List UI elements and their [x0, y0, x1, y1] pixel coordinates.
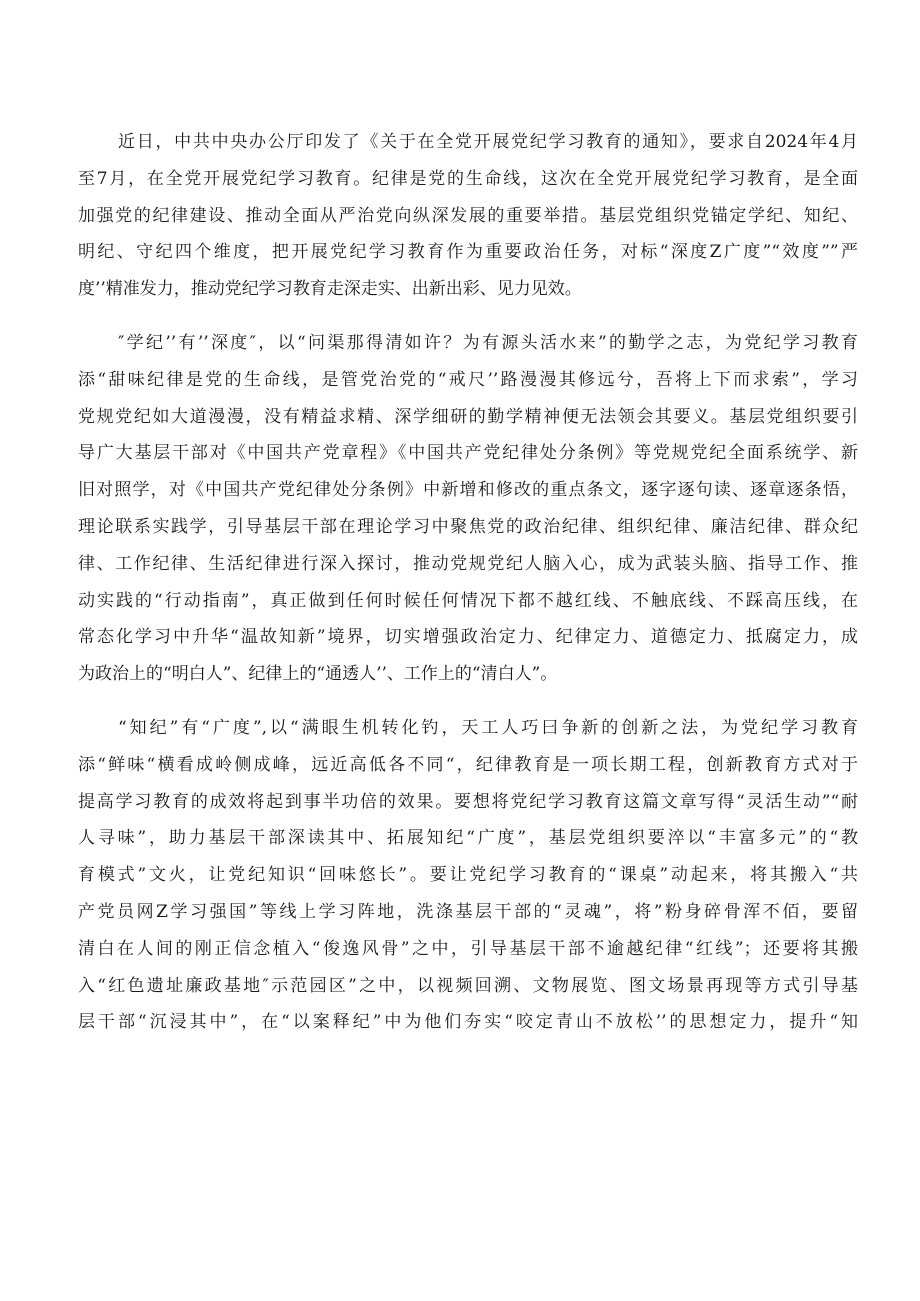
paragraph-3-line: 层干部“沉浸其中”，在“以案释纪”中为他们夯实“咬定青山不放松’’的思想定力，提升“知 — [78, 1012, 858, 1033]
paragraph-2-line: ″学纪’’有’’深度″，以“问渠那得清如许？为有源头活水来”的勤学之志，为党纪学习教育 — [118, 332, 858, 353]
paragraph-3 — [78, 710, 858, 1041]
paragraph-2-line: 导广大基层干部对《中国共产党章程》《中国共产党纪律处分条例》等党规党纪全面系统学、新 — [78, 443, 858, 464]
paragraph-3-line: 提高学习教育的成效将起到事半功倍的效果。要想将党纪学习教育这篇文章写得“灵活生动”“耐 — [78, 791, 858, 812]
paragraph-2-line: 旧对照学，对《中国共产党纪律处分条例》中新增和修改的重点条文，逐字逐句读、逐章逐条悟， — [78, 480, 858, 501]
paragraph-2 — [78, 325, 858, 693]
paragraph-1-line: 明纪、守纪四个维度，把开展党纪学习教育作为重要政治任务，对标“深度Z广度”“效度””严 — [78, 242, 858, 263]
paragraph-2-line: 添“甜味纪律是党的生命线，是管党治党的“戒尺’’路漫漫其修远兮，吾将上下而求索”，学习 — [78, 369, 858, 390]
paragraph-3-line: “知纪”有“广度”,以“满眼生机转化钓，天工人巧曰争新的创新之法，为党纪学习教育 — [118, 717, 858, 738]
document-body — [78, 124, 858, 1041]
paragraph-2-line: 为政治上的“明白人”、纪律上的“通透人’’、工作上的“清白人”。 — [78, 664, 558, 685]
paragraph-2-line: 动实践的“行动指南”，真正做到任何时候任何情况下都不越红线、不触底线、不踩高压线，在 — [78, 590, 858, 611]
paragraph-3-line: 育模式”文火，让党纪知识“回味悠长”。要让党纪学习教育的“课桌”动起来，将其搬入“共 — [78, 865, 858, 886]
paragraph-3-line: 添“鲜味“横看成岭侧成峰，远近高低各不同“，纪律教育是一项长期工程，创新教育方式对于 — [78, 754, 858, 775]
paragraph-1-line: 度’’精准发力，推动党纪学习教育走深走实、出新出彩、见力见效。 — [78, 279, 582, 300]
paragraph-1 — [78, 124, 858, 308]
paragraph-2-line: 理论联系实践学，引导基层干部在理论学习中聚焦党的政治纪律、组织纪律、廉洁纪律、群众纪 — [78, 516, 858, 537]
paragraph-2-line: 党规党纪如大道漫漫，没有精益求精、深学细研的勤学精神便无法领会其要义。基层党组织要引 — [78, 406, 858, 427]
paragraph-3-line: 人寻味”，助力基层干部深读其中、拓展知纪“广度”，基层党组织要淬以“丰富多元”的“教 — [78, 828, 858, 849]
paragraph-1-line: 加强党的纪律建设、推动全面从严治党向纵深发展的重要举措。基层党组织党锚定学纪、知纪、 — [78, 205, 858, 226]
paragraph-3-line: 入“红色遗址廉政基地″示范园区”之中，以视频回溯、文物展览、图文场景再现等方式引导基 — [78, 975, 858, 996]
paragraph-2-line: 律、工作纪律、生活纪律进行深入探讨，推动党规党纪人脑入心，成为武装头脑、指导工作、推 — [78, 553, 858, 574]
paragraph-1-line: 近日，中共中央办公厅印发了《关于在全党开展党纪学习教育的通知》，要求自2024年4月 — [118, 132, 858, 152]
paragraph-2-line: 常态化学习中升华“温故知新”境界，切实增强政治定力、纪律定力、道德定力、抵腐定力，成 — [78, 627, 858, 648]
paragraph-3-line: 清白在人间的刚正信念植入“俊逸风骨”之中，引导基层干部不逾越纪律“红线”；还要将其搬 — [78, 938, 858, 959]
paragraph-3-line: 产党员网Z学习强国”等线上学习阵地，洗涤基层干部的“灵魂”，将”粉身碎骨浑不佰，要留 — [78, 901, 858, 922]
paragraph-1-line: 至7月，在全党开展党纪学习教育。纪律是党的生命线，这次在全党开展党纪学习教育，是全面 — [78, 168, 858, 189]
